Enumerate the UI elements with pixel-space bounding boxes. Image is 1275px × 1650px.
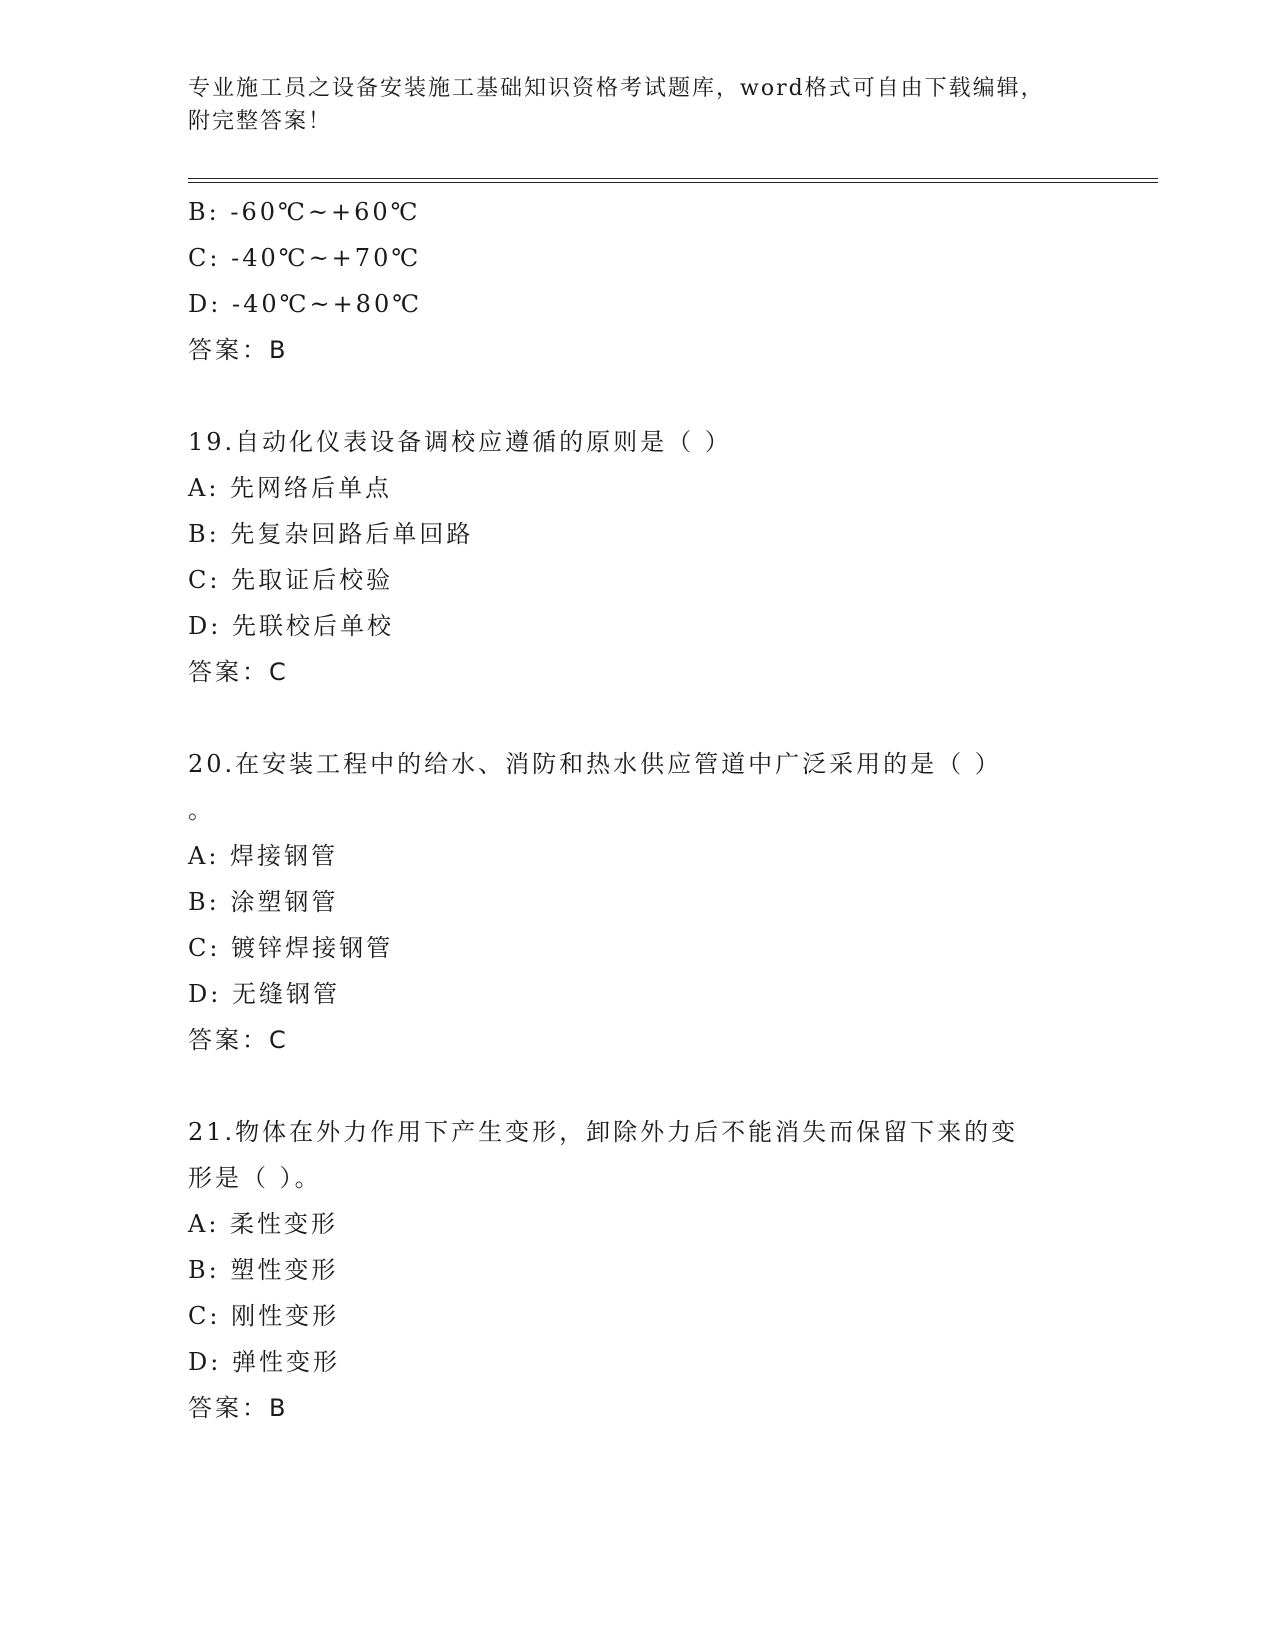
answer-line: 答案：C [188, 658, 289, 686]
header-line-2: 附完整答案！ [188, 109, 333, 134]
question-19 [188, 419, 1158, 695]
question-text: 20.在安装工程中的给水、消防和热水供应管道中广泛采用的是（ ） [188, 750, 1002, 778]
option-d: D: -40℃~+80℃ [188, 290, 423, 318]
header-divider [188, 178, 1158, 183]
option-a: A: 柔性变形 [188, 1210, 339, 1238]
option-b: B: 塑性变形 [188, 1256, 339, 1284]
question-text-cont: 。 [188, 796, 215, 824]
option-d: D: 弹性变形 [188, 1348, 340, 1376]
option-b: B: 涂塑钢管 [188, 888, 339, 916]
question-21 [188, 1109, 1158, 1431]
option-c: C: 刚性变形 [188, 1302, 340, 1330]
question-20 [188, 741, 1158, 1063]
answer-line: 答案：B [188, 1394, 289, 1422]
answer-line: 答案：C [188, 1026, 289, 1054]
question-text: 21.物体在外力作用下产生变形，卸除外力后不能消失而保留下来的变 [188, 1118, 1019, 1146]
option-a: A: 焊接钢管 [188, 842, 339, 870]
option-d: D: 无缝钢管 [188, 980, 340, 1008]
option-a: A: 先网络后单点 [188, 474, 393, 502]
prev-question-block [188, 189, 1158, 373]
option-d: D: 先联校后单校 [188, 612, 394, 640]
question-text-cont: 形是（ ）。 [188, 1164, 322, 1192]
option-b: B: -60℃~+60℃ [188, 198, 421, 226]
option-c: C: 先取证后校验 [188, 566, 394, 594]
answer-line: 答案：B [188, 336, 289, 364]
option-c: C: -40℃~+70℃ [188, 244, 422, 272]
header-line-1: 专业施工员之设备安装施工基础知识资格考试题库，word格式可自由下载编辑， [188, 76, 1045, 101]
question-text: 19.自动化仪表设备调校应遵循的原则是（ ） [188, 428, 732, 456]
document-page [188, 72, 1158, 1431]
document-header [188, 72, 1158, 138]
option-b: B: 先复杂回路后单回路 [188, 520, 474, 548]
option-c: C: 镀锌焊接钢管 [188, 934, 394, 962]
